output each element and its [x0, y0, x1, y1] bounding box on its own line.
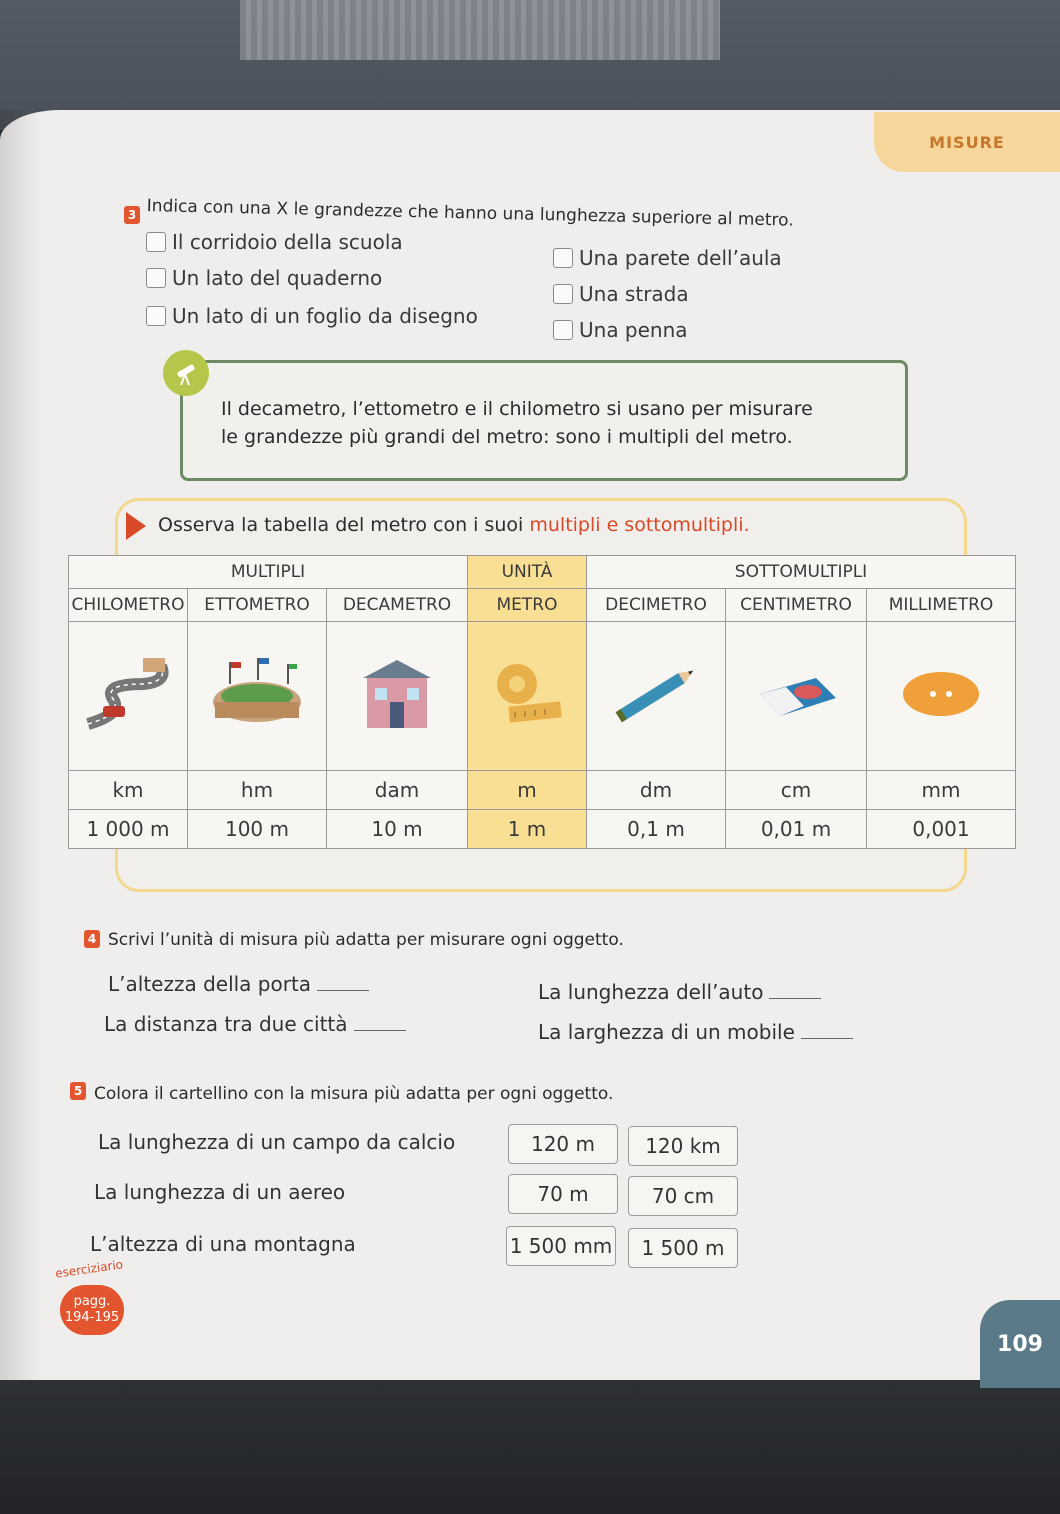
- house-icon: [327, 622, 468, 771]
- symbol-m: m: [468, 771, 587, 810]
- symbol-hm: hm: [188, 771, 327, 810]
- option-foglio[interactable]: Un lato di un foglio da disegno: [146, 304, 478, 328]
- pagg-range: 194-195: [64, 1310, 120, 1325]
- header-multipli: MULTIPLI: [69, 556, 468, 589]
- col-name-centimetro: CENTIMETRO: [726, 589, 867, 622]
- stadium-icon: [188, 622, 327, 771]
- checkbox[interactable]: [146, 232, 166, 252]
- ex5-label-aereo: La lunghezza di un aereo: [94, 1180, 346, 1204]
- table-group-header-row: [69, 556, 1016, 589]
- symbol-cm: cm: [726, 771, 867, 810]
- telescope-icon: [163, 350, 209, 396]
- option-card[interactable]: 70 m: [508, 1174, 618, 1214]
- col-name-metro: METRO: [468, 589, 587, 622]
- ex5-label-campo: La lunghezza di un campo da calcio: [98, 1130, 456, 1154]
- checkbox[interactable]: [553, 248, 573, 268]
- section-tab: MISURE: [874, 112, 1060, 172]
- option-quaderno[interactable]: Un lato del quaderno: [146, 266, 382, 290]
- checkbox[interactable]: [553, 320, 573, 340]
- exercise5-instruction: Colora il cartellino con la misura più adatta per ogni oggetto.: [94, 1084, 614, 1104]
- exercise3-instruction: Indica con una X le grandezze che hanno una lunghezza superiore al metro.: [146, 196, 794, 231]
- answer-blank[interactable]: [801, 1020, 853, 1039]
- exercise-number-3: 3: [124, 206, 140, 224]
- header-sottomultipli: SOTTOMULTIPLI: [587, 556, 1016, 589]
- checkbox[interactable]: [146, 306, 166, 326]
- page-number: 109: [980, 1300, 1060, 1388]
- col-name-millimetro: MILLIMETRO: [867, 589, 1016, 622]
- option-card[interactable]: 120 m: [508, 1124, 618, 1164]
- checkbox[interactable]: [553, 284, 573, 304]
- button-icon: [867, 622, 1016, 771]
- road-car-icon: [69, 622, 188, 771]
- arrow-icon: [126, 512, 146, 540]
- option-penna[interactable]: Una penna: [553, 318, 688, 342]
- answer-blank[interactable]: [769, 980, 821, 999]
- exercise-number-5: 5: [70, 1082, 86, 1100]
- option-card[interactable]: 1 500 mm: [506, 1226, 616, 1266]
- eserciziario-label: eserciziario: [54, 1257, 124, 1281]
- table-name-row: [69, 589, 1016, 622]
- value-hm: 100 m: [188, 810, 327, 849]
- symbol-dm: dm: [587, 771, 726, 810]
- pagg-badge: [60, 1285, 124, 1335]
- exercise4-instruction: Scrivi l’unità di misura più adatta per misurare ogni oggetto.: [108, 930, 624, 950]
- background-plank: [240, 0, 720, 60]
- option-card[interactable]: 120 km: [628, 1126, 738, 1166]
- info-text: [221, 395, 813, 451]
- value-cm: 0,01 m: [726, 810, 867, 849]
- exercise-number-4: 4: [84, 930, 100, 948]
- ex4-item-porta[interactable]: L’altezza della porta: [108, 972, 369, 996]
- table-symbol-row: [69, 771, 1016, 810]
- info-line-2: le grandezze più grandi del metro: sono i multipli del metro.: [221, 426, 793, 448]
- option-strada[interactable]: Una strada: [553, 282, 689, 306]
- table-instruction: Osserva la tabella del metro con i suoi multipli e sottomultipli.: [158, 514, 750, 536]
- option-parete[interactable]: Una parete dell’aula: [553, 246, 782, 270]
- value-km: 1 000 m: [69, 810, 188, 849]
- value-m: 1 m: [468, 810, 587, 849]
- checkbox[interactable]: [146, 268, 166, 288]
- col-name-decametro: DECAMETRO: [327, 589, 468, 622]
- page-shade: [0, 110, 40, 1385]
- symbol-mm: mm: [867, 771, 1016, 810]
- info-box: [180, 360, 908, 481]
- col-name-ettometro: ETTOMETRO: [188, 589, 327, 622]
- ex4-item-citta[interactable]: La distanza tra due città: [104, 1012, 406, 1036]
- pencil-icon: [587, 622, 726, 771]
- table-picture-row: [69, 622, 1016, 771]
- col-name-chilometro: CHILOMETRO: [69, 589, 188, 622]
- metro-table: [68, 555, 1016, 849]
- header-unita: UNITÀ: [468, 556, 587, 589]
- value-dam: 10 m: [327, 810, 468, 849]
- value-dm: 0,1 m: [587, 810, 726, 849]
- col-name-decimetro: DECIMETRO: [587, 589, 726, 622]
- answer-blank[interactable]: [354, 1012, 406, 1031]
- pagg-label: pagg.: [73, 1294, 111, 1309]
- tape-measure-icon: [468, 622, 587, 771]
- ex5-label-montagna: L’altezza di una montagna: [90, 1232, 356, 1256]
- symbol-dam: dam: [327, 771, 468, 810]
- ex4-item-auto[interactable]: La lunghezza dell’auto: [538, 980, 821, 1004]
- ex4-item-mobile[interactable]: La larghezza di un mobile: [538, 1020, 853, 1044]
- answer-blank[interactable]: [317, 972, 369, 991]
- symbol-km: km: [69, 771, 188, 810]
- option-card[interactable]: 70 cm: [628, 1176, 738, 1216]
- background-bottom: [0, 1380, 1060, 1514]
- eraser-icon: [726, 622, 867, 771]
- info-line-1: Il decametro, l’ettometro e il chilometro si usano per misurare: [221, 398, 813, 420]
- option-card[interactable]: 1 500 m: [628, 1228, 738, 1268]
- option-corridoio[interactable]: Il corridoio della scuola: [146, 230, 403, 254]
- table-value-row: [69, 810, 1016, 849]
- value-mm: 0,001: [867, 810, 1016, 849]
